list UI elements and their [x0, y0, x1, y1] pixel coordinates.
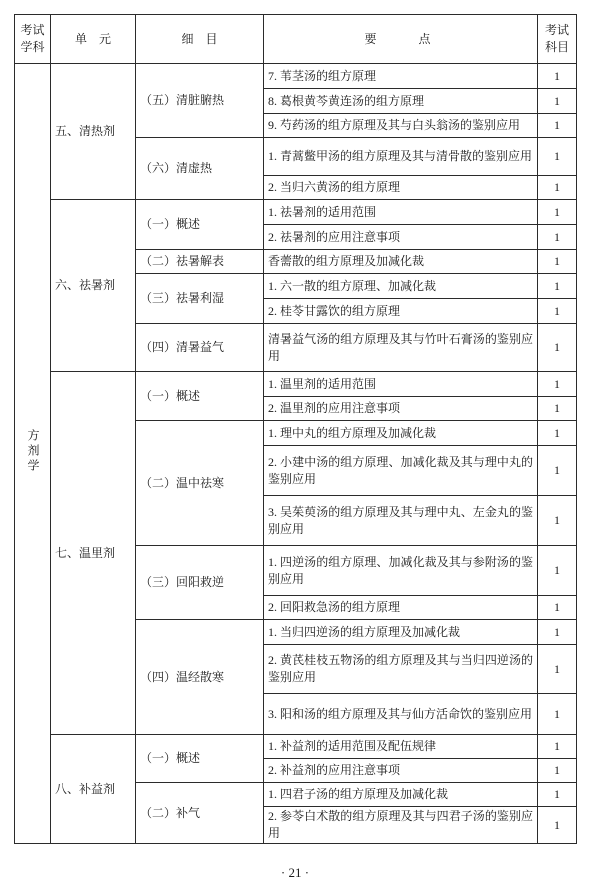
- header-exam-subject: 考试科目: [538, 15, 577, 64]
- point-text: 2. 补益剂的应用注意事项: [264, 759, 538, 783]
- exam-subject-cell: 1: [538, 807, 577, 844]
- point-text: 2. 祛暑剂的应用注意事项: [264, 225, 538, 250]
- page-number: · 21 ·: [280, 865, 310, 880]
- point-text: 香薷散的组方原理及加减化裁: [264, 250, 538, 274]
- exam-subject-cell: 1: [538, 397, 577, 421]
- exam-subject-cell: 1: [538, 274, 577, 299]
- table-row: [15, 372, 577, 397]
- point-text: 1. 青蒿鳖甲汤的组方原理及其与清骨散的鉴别应用: [264, 138, 538, 176]
- item-title: （四）温经散寒: [136, 620, 264, 735]
- exam-subject-cell: 1: [538, 694, 577, 735]
- table-row: [15, 64, 577, 89]
- unit-title: 八、补益剂: [51, 735, 136, 844]
- point-text: 清暑益气汤的组方原理及其与竹叶石膏汤的鉴别应用: [264, 324, 538, 372]
- exam-subject-cell: 1: [538, 735, 577, 759]
- exam-subject-cell: 1: [538, 421, 577, 446]
- exam-subject-cell: 1: [538, 64, 577, 89]
- point-text: 1. 当归四逆汤的组方原理及加减化裁: [264, 620, 538, 645]
- exam-subject-cell: 1: [538, 596, 577, 620]
- exam-subject-cell: 1: [538, 299, 577, 324]
- point-text: 1. 补益剂的适用范围及配伍规律: [264, 735, 538, 759]
- point-text: 1. 温里剂的适用范围: [264, 372, 538, 397]
- point-text: 3. 阳和汤的组方原理及其与仙方活命饮的鉴别应用: [264, 694, 538, 735]
- item-title: （二）温中祛寒: [136, 421, 264, 546]
- syllabus-sheet: [14, 14, 577, 844]
- exam-subject-cell: 1: [538, 783, 577, 807]
- table-row: [15, 200, 577, 225]
- point-text: 1. 六一散的组方原理、加减化裁: [264, 274, 538, 299]
- exam-subject-cell: 1: [538, 372, 577, 397]
- header-subject: 考试学科: [15, 15, 51, 64]
- point-text: 2. 当归六黄汤的组方原理: [264, 176, 538, 200]
- exam-subject-cell: 1: [538, 89, 577, 114]
- exam-subject-cell: 1: [538, 138, 577, 176]
- point-text: 2. 黄芪桂枝五物汤的组方原理及其与当归四逆汤的鉴别应用: [264, 645, 538, 694]
- point-text: 1. 四逆汤的组方原理、加减化裁及其与参附汤的鉴别应用: [264, 546, 538, 596]
- point-text: 3. 吴茱萸汤的组方原理及其与理中丸、左金丸的鉴别应用: [264, 496, 538, 546]
- point-text: 9. 芍药汤的组方原理及其与白头翁汤的鉴别应用: [264, 114, 538, 138]
- point-text: 1. 祛暑剂的适用范围: [264, 200, 538, 225]
- syllabus-table: [14, 14, 577, 844]
- exam-subject-cell: 1: [538, 496, 577, 546]
- exam-subject-cell: 1: [538, 446, 577, 496]
- unit-title: 五、清热剂: [51, 64, 136, 200]
- point-text: 7. 苇茎汤的组方原理: [264, 64, 538, 89]
- item-title: （六）清虚热: [136, 138, 264, 200]
- exam-subject-cell: 1: [538, 225, 577, 250]
- header-row: [15, 15, 577, 64]
- table-header: [15, 15, 577, 64]
- exam-subject-cell: 1: [538, 176, 577, 200]
- point-text: 2. 温里剂的应用注意事项: [264, 397, 538, 421]
- exam-subject-cell: 1: [538, 200, 577, 225]
- exam-subject-cell: 1: [538, 324, 577, 372]
- item-title: （一）概述: [136, 372, 264, 421]
- subject-name: 方剂学: [26, 428, 40, 474]
- item-title: （二）补气: [136, 783, 264, 844]
- item-title: （一）概述: [136, 735, 264, 783]
- point-text: 2. 小建中汤的组方原理、加减化裁及其与理中丸的鉴别应用: [264, 446, 538, 496]
- exam-subject-cell: 1: [538, 645, 577, 694]
- item-title: （三）回阳救逆: [136, 546, 264, 620]
- point-text: 2. 参苓白术散的组方原理及其与四君子汤的鉴别应用: [264, 807, 538, 844]
- point-text: 1. 理中丸的组方原理及加减化裁: [264, 421, 538, 446]
- point-text: 1. 四君子汤的组方原理及加减化裁: [264, 783, 538, 807]
- point-text: 2. 回阳救急汤的组方原理: [264, 596, 538, 620]
- header-unit: 单 元: [51, 15, 136, 64]
- item-title: （二）祛暑解表: [136, 250, 264, 274]
- unit-title: 六、祛暑剂: [51, 200, 136, 372]
- header-points: 要 点: [264, 15, 538, 64]
- table-body: [15, 64, 577, 844]
- item-title: （五）清脏腑热: [136, 64, 264, 138]
- exam-subject-cell: 1: [538, 546, 577, 596]
- item-title: （一）概述: [136, 200, 264, 250]
- subject-cell: [15, 64, 51, 844]
- exam-subject-cell: 1: [538, 250, 577, 274]
- item-title: （三）祛暑利湿: [136, 274, 264, 324]
- point-text: 2. 桂苓甘露饮的组方原理: [264, 299, 538, 324]
- exam-subject-cell: 1: [538, 759, 577, 783]
- table-row: [15, 735, 577, 759]
- unit-title: 七、温里剂: [51, 372, 136, 735]
- exam-subject-cell: 1: [538, 620, 577, 645]
- point-text: 8. 葛根黄芩黄连汤的组方原理: [264, 89, 538, 114]
- header-item: 细 目: [136, 15, 264, 64]
- exam-subject-cell: 1: [538, 114, 577, 138]
- item-title: （四）清暑益气: [136, 324, 264, 372]
